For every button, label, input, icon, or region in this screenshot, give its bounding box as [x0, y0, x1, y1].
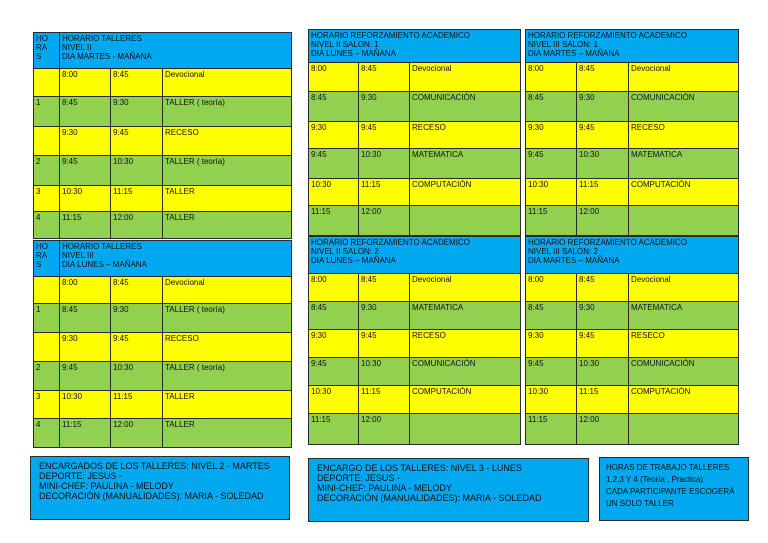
table-header: [60, 241, 292, 277]
schedule-reforzamiento-nivel-3-salon-2: [525, 236, 739, 445]
table-level: NIVEL III SALON: 1: [528, 40, 598, 49]
table-row: 8:00 8:45 Devocional: [34, 69, 292, 97]
table-row: 3 10:30 11:15 TALLER: [34, 186, 292, 212]
note-horas-trabajo: [599, 457, 749, 521]
table-row: 8:00 8:45 Devocional: [309, 274, 521, 302]
table-row: 9:45 10:30 COMUNICACIÓN: [526, 358, 739, 386]
table-header: [526, 237, 739, 274]
table-title: HORARIO TALLERES: [62, 34, 142, 43]
table-day: DIA LUNES – MAÑANA: [62, 260, 147, 269]
schedule-talleres-nivel-2: [33, 32, 292, 239]
note-line: MINI-CHEF: PAULINA - MELODY: [317, 483, 452, 493]
table-row: 9:45 10:30 MATEMATICA: [526, 149, 739, 179]
note-line: CADA PARTICIPANTE ESCOGERÁ: [606, 487, 735, 496]
hours-corner: HO RA S: [34, 241, 60, 277]
table-row: 11:15 12:00: [526, 414, 739, 445]
table-day: DIA MARTES - MAÑANA: [62, 52, 152, 61]
table-level: NIVEL III: [62, 251, 94, 260]
note-line: 1,2,3 Y 4 (Teoría , Practica): [606, 475, 704, 484]
schedule-reforzamiento-nivel-2-salon-1: [308, 29, 521, 236]
table-row: 1 8:45 9:30 TALLER ( teoría): [34, 97, 292, 127]
note-encargados-nivel-3: [308, 458, 589, 522]
table-level: NIVEL II SALON: 2: [311, 247, 379, 256]
table-row: 8:00 8:45 Devocional: [34, 277, 292, 304]
table-row: 9:30 9:45 RECESO: [309, 330, 521, 358]
table-row: 8:45 9:30 COMUNICACIÓN: [526, 92, 739, 122]
schedule-reforzamiento-nivel-3-salon-1: [525, 29, 739, 236]
table-row: 8:45 9:30 MATEMATICA: [309, 302, 521, 330]
table-level: NIVEL III SALON: 2: [528, 247, 598, 256]
table-row: 9:30 9:45 RECESO: [526, 122, 739, 149]
table-row: 9:45 10:30 MATEMATICA: [309, 149, 521, 179]
note-line: UN SOLO TALLER: [606, 499, 674, 508]
table-level: NIVEL II: [62, 43, 92, 52]
table-row: 9:45 10:30 COMUNICACIÓN: [309, 358, 521, 386]
table-row: 9:30 9:45 RECESO: [309, 122, 521, 149]
schedule-reforzamiento-nivel-2-salon-2: [308, 236, 521, 445]
table-title: HORARIO REFORZAMIENTO ACADEMICO: [311, 238, 470, 247]
table-title: HORARIO REFORZAMIENTO ACADEMICO: [528, 238, 687, 247]
table-row: 10:30 11:15 COMPUTACIÓN: [309, 179, 521, 206]
table-row: 11:15 12:00: [526, 206, 739, 236]
table-day: DIA LUNES – MAÑANA: [311, 49, 396, 58]
note-encargados-nivel-2: [30, 456, 290, 520]
note-line: DEPORTE: JESUS -: [39, 471, 122, 481]
table-row: 9:30 9:45 RESECO: [526, 330, 739, 358]
table-row: 10:30 11:15 COMPUTACIÓN: [309, 386, 521, 414]
table-day: DIA MARTES – MAÑANA: [528, 49, 620, 58]
table-row: 2 9:45 10:30 TALLER ( teoría): [34, 362, 292, 391]
table-row: 10:30 11:15 COMPUTACIÓN: [526, 179, 739, 206]
table-row: 9:30 9:45 RECESO: [34, 127, 292, 156]
table-row: 8:45 9:30 MATEMATICA: [526, 302, 739, 330]
table-row: 8:00 8:45 Devocional: [526, 63, 739, 92]
table-day: DIA LUNES – MAÑANA: [311, 256, 396, 265]
table-row: 11:15 12:00: [309, 414, 521, 445]
table-row: 2 9:45 10:30 TALLER ( teoría): [34, 156, 292, 186]
table-header: [526, 30, 739, 63]
schedule-talleres-nivel-3: [33, 240, 292, 448]
table-day: DIA MARTES – MAÑANA: [528, 256, 620, 265]
note-line: HORAS DE TRABAJO TALLERES: [606, 463, 730, 472]
note-line: MINI-CHEF: PAULINA - MELODY: [39, 481, 174, 491]
table-title: HORARIO REFORZAMIENTO ACADEMICO: [528, 31, 687, 40]
note-title: ENCARGADOS DE LOS TALLERES: NIVEL 2 - MARTES: [39, 461, 270, 471]
table-row: 9:30 9:45 RECESO: [34, 333, 292, 362]
table-row: 3 10:30 11:15 TALLER: [34, 391, 292, 419]
table-row: 10:30 11:15 COMPUTACIÓN: [526, 386, 739, 414]
note-line: DECORACIÓN (MANUALIDADES): MARIA - SOLEDAD: [39, 491, 264, 501]
table-row: 1 8:45 9:30 TALLER ( teoría): [34, 304, 292, 333]
table-header: [309, 237, 521, 274]
table-row: 8:45 9:30 COMUNICACIÓN: [309, 92, 521, 122]
table-level: NIVEL II SALON: 1: [311, 40, 379, 49]
note-line: DECORACIÓN (MANUALIDADES): MARIA - SOLEDAD: [317, 493, 542, 503]
table-row: 8:00 8:45 Devocional: [309, 63, 521, 92]
table-row: 4 11:15 12:00 TALLER: [34, 419, 292, 448]
table-header: [60, 33, 292, 69]
note-title: ENCARGO DE LOS TALLERES: NIVEL 3 - LUNES: [317, 463, 522, 473]
table-title: HORARIO REFORZAMIENTO ACADEMICO: [311, 31, 470, 40]
table-title: HORARIO TALLERES: [62, 242, 142, 251]
table-row: 11:15 12:00: [309, 206, 521, 236]
table-row: 8:00 8:45 Devocional: [526, 274, 739, 302]
note-line: DEPORTE: JESUS -: [317, 473, 400, 483]
table-row: 4 11:15 12:00 TALLER: [34, 212, 292, 239]
hours-corner: HO RA S: [34, 33, 60, 69]
table-header: [309, 30, 521, 63]
